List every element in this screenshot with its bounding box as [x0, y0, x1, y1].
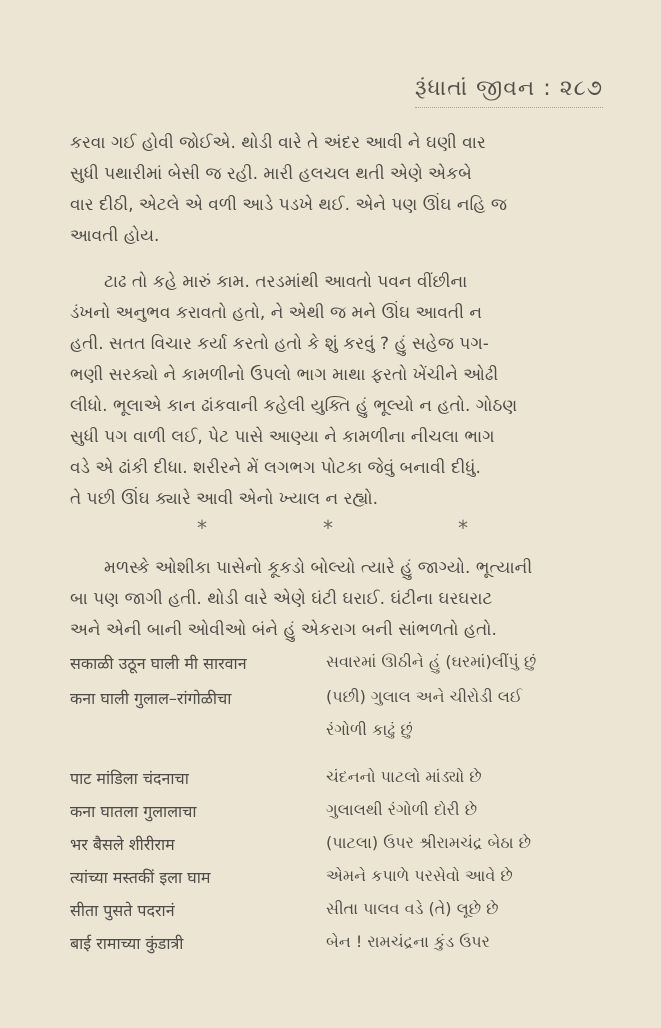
poem-marathi-line: कना घाली गुलाल–रांगोळीचा [70, 689, 232, 708]
poem-gujarati-line: (પછી) ગુલાલ અને ચીરોડી લઈ [326, 687, 523, 706]
text-line: આવતી હોય. [70, 226, 160, 246]
paragraph-3 [70, 553, 610, 646]
poem-row [70, 833, 630, 865]
text-line: હતી. સતત વિચાર કર્યા કરતો હતો કે શું કરવું ? હું સહેજ પગ- [70, 334, 489, 354]
text-line: ડંખનો અનુભવ કરાવતો હતો, ને એથી જ મને ઊંઘ આવતી ન [70, 303, 483, 323]
poem-row [70, 720, 630, 752]
text-line: વડે એ ઢાંકી દીધા. શરીરને મેં લગભગ પોટકા જેવું બનાવી દીધું. [70, 458, 481, 478]
running-header: રૂંધાતાં જીવન : ૨૮૭ [415, 76, 603, 108]
separator-star: * [458, 516, 468, 540]
poem-row [70, 652, 630, 684]
text-line: કરવા ગઈ હોવી જોઈએ. થોડી વારે તે અંદર આવી ને ઘણી વાર [70, 133, 486, 153]
separator-star: * [323, 516, 333, 540]
poem-gujarati-line: રંગોળી કાઢું છું [326, 720, 413, 739]
text-line: વાર દીઠી, એટલે એ વળી આડે પડખે થઈ. એને પણ ઊંઘ નહિ જ [70, 195, 507, 215]
poem-row [70, 866, 630, 898]
text-line: સુધી પગ વાળી લઈ, પેટ પાસે આણ્યા ને કામળીના નીચલા ભાગ [70, 427, 495, 447]
poem-row [70, 687, 630, 719]
poem-gujarati-line: બેન ! રામચંદ્રના કુંડ ઉપર [326, 932, 490, 951]
separator-star: * [197, 516, 207, 540]
poem-row [70, 767, 630, 799]
poem-marathi-line: पाट मांडिला चंदनाचा [70, 769, 189, 788]
poem-gujarati-line: સીતા પાલવ વડે (તે) લૂછે છે [326, 899, 499, 918]
poem-row [70, 800, 630, 832]
poem-marathi-line: सकाळी उठून घाली मी सारवान [70, 654, 247, 673]
text-line: બા પણ જાગી હતી. થોડી વારે એણે ઘંટી ઘરાઈ. ઘંટીના ઘરઘરાટ [70, 589, 493, 609]
text-line: તે પછી ઊંઘ ક્યારે આવી એનો ખ્યાલ ન રહ્યો. [70, 489, 379, 509]
poem-gujarati-line: ચંદનનો પાટલો માંડ્યો છે [326, 767, 482, 786]
poem-gujarati-line: સવારમાં ઊઠીને હું (ઘરમાં)લીંપું છું [326, 652, 537, 671]
text-line: લીધો. ભૂલાએ કાન ઢાંકવાની કહેલી યુક્તિ હું ભૂલ્યો ન હતો. ગોઠણ [70, 396, 518, 416]
poem-gujarati-line: (પાટલા) ઉપર શ્રીરામચંદ્ર બેઠા છે [326, 833, 532, 852]
poem-marathi-line: भर बैसले शीरीराम [70, 835, 175, 854]
text-line: ટાઢ તો કહે મારું કામ. તરડમાંથી આવતો પવન વીંછીના [104, 272, 468, 292]
paragraph-1 [70, 128, 610, 252]
poem-gujarati-line: ગુલાલથી રંગોળી દોરી છે [326, 800, 478, 819]
text-line: ભણી સરક્યો ને કામળીનો ઉપલો ભાગ માથા ફરતો ખેંચીને ઓઢી [70, 365, 499, 385]
paragraph-2 [70, 267, 610, 515]
text-line: મળસ્કે ઓશીકા પાસેનો કૂકડો બોલ્યો ત્યારે હું જાગ્યો. ભૂત્યાની [104, 558, 533, 578]
poem-row [70, 932, 630, 964]
poem-row [70, 899, 630, 931]
text-line: સુધી પથારીમાં બેસી જ રહી. મારી હલચલ થતી એણે એકબે [70, 164, 472, 184]
poem-marathi-line: सीता पुसते पदरानं [70, 901, 175, 920]
poem-marathi-line: कना घातला गुलालाचा [70, 802, 197, 821]
poem-marathi-line: बाई रामाच्या कुंडात्री [70, 934, 184, 953]
poem-marathi-line: त्यांच्या मस्तकीं इला घाम [70, 868, 211, 887]
section-separator [0, 516, 661, 546]
poem-gujarati-line: એમને કપાળે પરસેવો આવે છે [326, 866, 513, 885]
text-line: અને એની બાની ઓવીઓ બંને હું એકરાગ બની સાંભળતો હતો. [70, 620, 497, 640]
